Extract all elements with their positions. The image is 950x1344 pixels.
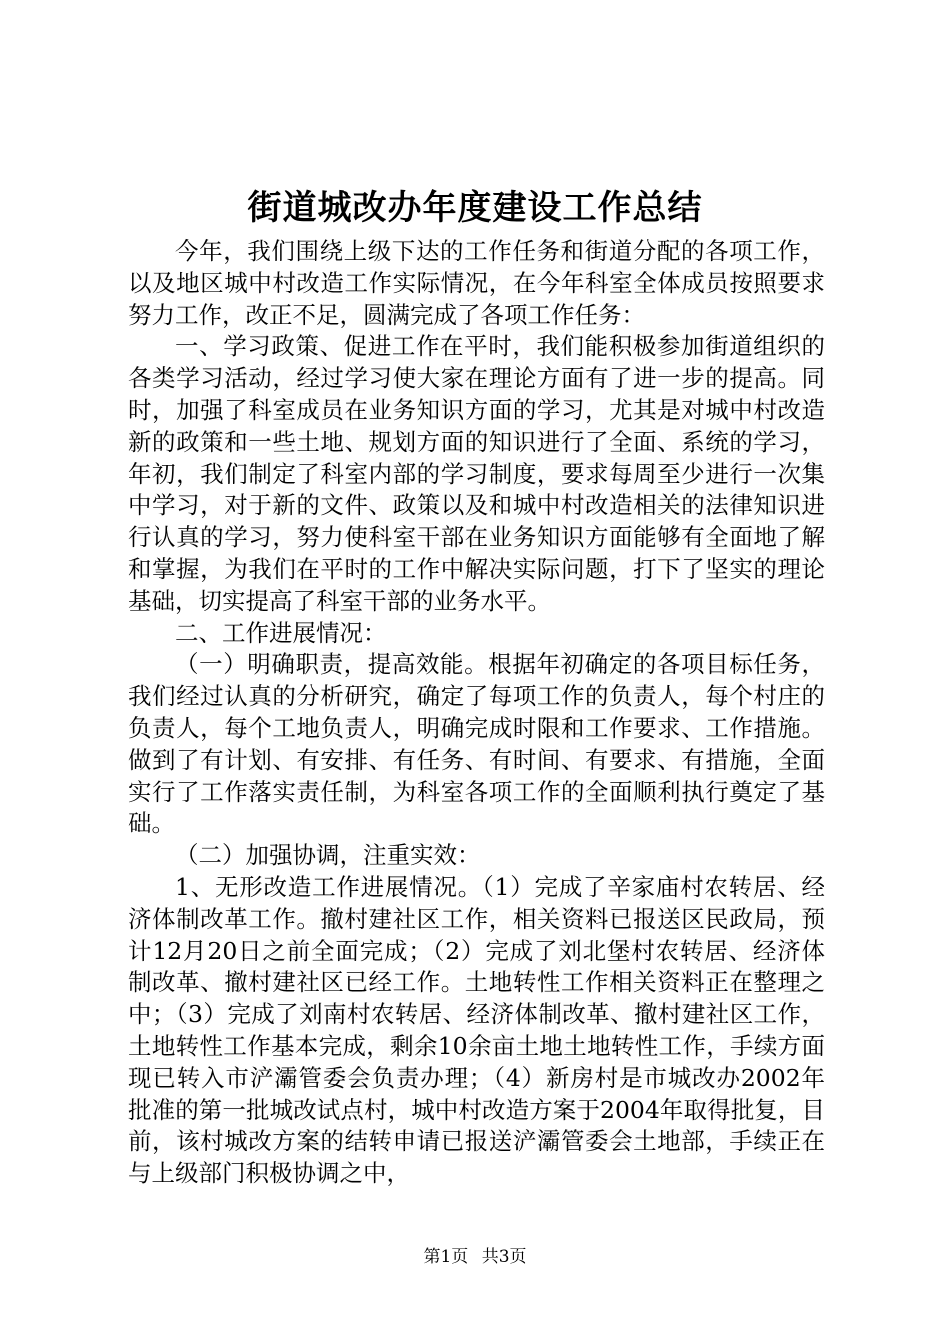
document-title: 街道城改办年度建设工作总结 (247, 188, 703, 228)
paragraph-section-1: 一、学习政策、促进工作在平时，我们能积极参加街道组织的各类学习活动，经过学习使大家在理论方面有了进一步的提高。同时，加强了科室成员在业务知识方面的学习，尤其是对城中村改造新的政策和一些土地、规划方面的知识进行了全面、系统的学习，年初，我们制定了科室内部的学习制度，要求每周至少进行一次集中学习，对于新的文件、政策以及和城中村改造相关的法律知识进行认真的学习，努力使科室干部在业务知识方面能够有全面地了解和掌握，为我们在平时的工作中解决实际问题，打下了坚实的理论基础，切实提高了科室干部的业务水平。 (128, 332, 825, 615)
paragraph-item-1: 1、无形改造工作进展情况。（1）完成了辛家庙村农转居、经济体制改革工作。撤村建社区工作，相关资料已报送区民政局，预计12月20日之前全面完成；（2）完成了刘北堡村农转居、经济体制改革、撤村建社区已经工作。土地转性工作相关资料正在整理之中；（3）完成了刘南村农转居、经济体制改革、撤村建社区工作，土地转性工作基本完成，剩余10余亩土地土地转性工作，手续方面现已转入市浐灞管委会负责办理；（4）新房村是市城改办2002年批准的第一批城改试点村，城中村改造方案于2004年取得批复，目前，该村城改方案的结转申请已报送浐灞管委会土地部，手续正在与上级部门积极协调之中， (128, 872, 825, 1188)
paragraph-subsection-2-heading: （二）加强协调，注重实效： (175, 841, 481, 870)
paragraph-subsection-1: （一）明确职责，提高效能。根据年初确定的各项目标任务，我们经过认真的分析研究，确定了每项工作的负责人，每个村庄的负责人，每个工地负责人，明确完成时限和工作要求、工作措施。做到了有计划、有安排、有任务、有时间、有要求、有措施，全面实行了工作落实责任制，为科室各项工作的全面顺利执行奠定了基础。 (128, 650, 825, 838)
document-body (128, 236, 825, 1190)
page-footer (0, 1245, 950, 1269)
page-number: 第1页 (423, 1247, 469, 1267)
paragraph-section-2-heading: 二、工作进展情况： (175, 618, 387, 647)
page-total: 共3页 (481, 1247, 527, 1267)
paragraph-intro: 今年，我们围绕上级下达的工作任务和街道分配的各项工作，以及地区城中村改造工作实际情况，在今年科室全体成员按照要求努力工作，改正不足，圆满完成了各项工作任务： (128, 237, 825, 329)
